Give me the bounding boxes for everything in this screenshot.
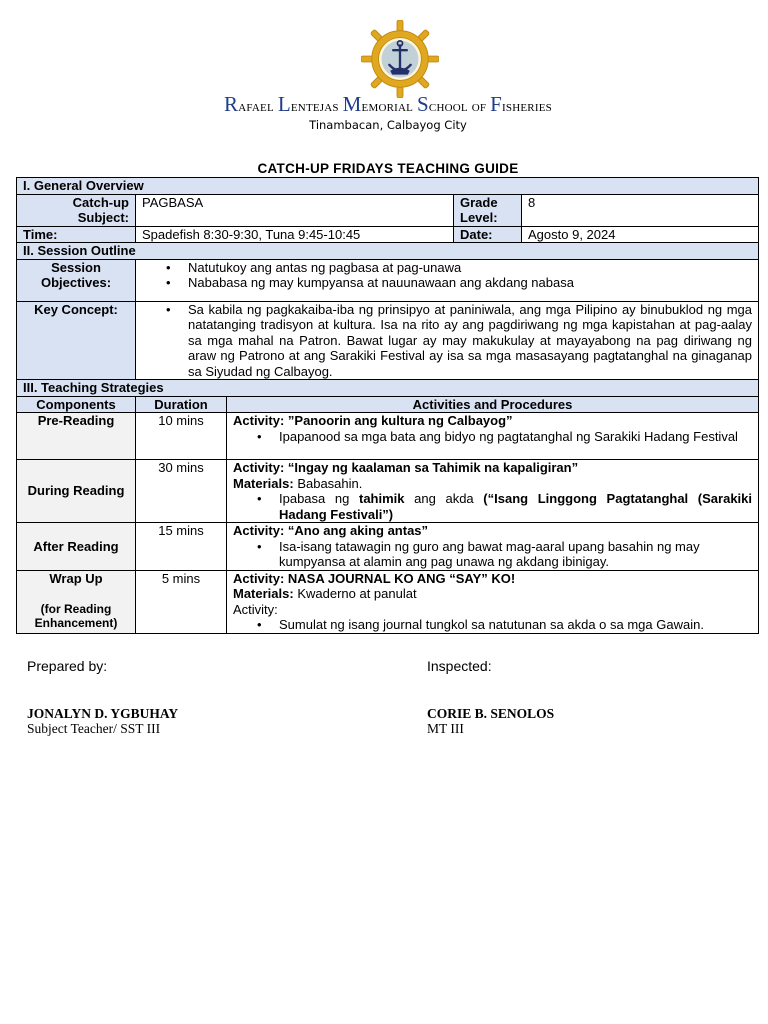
- header-components: Components: [17, 396, 136, 413]
- activity-list: [233, 617, 752, 633]
- activity-after-reading: [227, 523, 759, 571]
- duration-after-reading: 15 mins: [136, 523, 227, 571]
- prepared-by-label: Prepared by:: [27, 658, 108, 674]
- section-general-overview: I. General Overview: [17, 178, 759, 195]
- table-row: [17, 460, 759, 523]
- activity-title: “Ano ang aking antas”: [284, 523, 429, 538]
- header-activities: Activities and Procedures: [227, 396, 759, 413]
- activity-label: Activity:: [233, 460, 285, 475]
- subject-label: Catch-up Subject:: [17, 194, 136, 226]
- component-pre-reading: Pre-Reading: [17, 413, 136, 460]
- activity-heading: [233, 413, 752, 429]
- bullet-text: Ipabasa ng: [279, 491, 359, 506]
- prepared-by-title: Subject Teacher/ SST III: [27, 721, 161, 736]
- duration-wrap-up: 5 mins: [136, 570, 227, 633]
- table-row: [17, 413, 759, 460]
- component-wrap-up: [17, 570, 136, 633]
- activity-label: Activity:: [233, 570, 285, 586]
- section-session-outline: II. Session Outline: [17, 243, 759, 260]
- activity-title: ”Panoorin ang kultura ng Calbayog”: [284, 413, 513, 428]
- key-concept-list: [142, 302, 752, 380]
- school-name-initial: L: [277, 92, 291, 116]
- section-teaching-strategies: III. Teaching Strategies: [17, 380, 759, 397]
- materials-value: Babasahin.: [293, 475, 363, 491]
- school-name-part: emorial: [361, 99, 418, 115]
- date-label: Date:: [454, 226, 522, 243]
- document-title: CATCH-UP FRIDAYS TEACHING GUIDE: [257, 161, 519, 176]
- subject-value: PAGBASA: [136, 194, 454, 226]
- activity-item: • Isa-isang tatawagin ng guro ang bawat mag-aaral upang basahin ng may kumpyansa at alamin ang pag unawa ng akdang ibinigay.: [279, 539, 752, 570]
- date-value: Agosto 9, 2024: [522, 226, 759, 243]
- activity-item: [279, 491, 752, 522]
- grade-label: Grade Level:: [454, 194, 522, 226]
- materials-label: Materials:: [233, 586, 294, 601]
- component-during-reading: During Reading: [17, 460, 136, 523]
- activity-heading: [233, 460, 752, 476]
- inspected-by-title: MT III: [427, 721, 464, 736]
- objective-item: • Natutukoy ang antas ng pagbasa at pag-unawa: [188, 260, 752, 276]
- activity-plain-label: Activity:: [233, 601, 278, 617]
- activity-title: NASA JOURNAL KO ANG “SAY” KO!: [284, 570, 516, 586]
- key-concept-label: Key Concept:: [17, 301, 136, 380]
- activity-list: [233, 429, 752, 445]
- activity-during-reading: [227, 460, 759, 523]
- duration-pre-reading: 10 mins: [136, 413, 227, 460]
- school-name-initial: M: [342, 92, 362, 116]
- activity-heading: [233, 571, 752, 587]
- activity-wrap-up: [227, 570, 759, 633]
- bullet-emphasis: tahimik: [359, 491, 405, 506]
- inspected-by-name: CORIE B. SENOLOS: [427, 706, 555, 721]
- school-name-part: isheries: [502, 99, 552, 115]
- activity-label: Activity:: [233, 523, 285, 538]
- key-concept-cell: [136, 301, 759, 380]
- objectives-cell: [136, 259, 759, 301]
- teaching-guide-table: [16, 177, 759, 634]
- bullet-text: ang akda: [404, 491, 484, 506]
- bullet-emphasis: (“Isang Linggong Pagtatanghal (Sarakiki Hadang Festivali”): [279, 491, 753, 522]
- table-row: [17, 523, 759, 571]
- activity-heading: [233, 523, 752, 539]
- objectives-list: [142, 260, 752, 291]
- activity-item: • Ipapanood sa mga bata ang bidyo ng pagtatanghal ng Sarakiki Hadang Festival: [279, 429, 752, 445]
- activity-item: • Sumulat ng isang journal tungkol sa natutunan sa akda o sa mga Gawain.: [279, 617, 752, 633]
- component-wrap-up-sub: (for Reading Enhancement): [34, 602, 118, 630]
- school-name-initial: R: [224, 92, 239, 116]
- time-label: Time:: [17, 226, 136, 243]
- prepared-by-name: JONALYN D. YGBUHAY: [27, 706, 179, 721]
- materials-line: [233, 476, 752, 492]
- grade-value: 8: [522, 194, 759, 226]
- component-after-reading: After Reading: [17, 523, 136, 571]
- school-name-part: afael: [238, 99, 278, 115]
- objectives-label: Session Objectives:: [17, 259, 136, 301]
- activity-pre-reading: [227, 413, 759, 460]
- header-duration: Duration: [136, 396, 227, 413]
- activity-label: Activity:: [233, 413, 285, 428]
- inspected-label: Inspected:: [427, 658, 492, 674]
- time-value: Spadefish 8:30-9:30, Tuna 9:45-10:45: [136, 226, 454, 243]
- materials-value: Kwaderno at panulat: [293, 586, 417, 601]
- key-concept-text: • Sa kabila ng pagkakaiba-iba ng prinsipyo at paniniwala, ang mga Pilipino ay binubuklod ng mga natatanging tradisyon at kultura. Isa na rito ay ang pagdiriwang ng mga kapistahan at pag-aalay sa mga mahal na Patron. Bawat lugar ay may makukulay at mayayabong na pag diriwang ng araw ng Patrono at ang Sarakiki Festival ay isa sa mga masasayang pagtatanghal na ginaganap sa Siyudad ng Calbayog.: [188, 302, 752, 380]
- school-name-part: chool of: [428, 99, 491, 115]
- school-name-part: entejas: [290, 99, 343, 115]
- materials-label: Materials:: [233, 475, 294, 491]
- component-wrap-up-label: Wrap Up: [49, 570, 103, 586]
- activity-title: “Ingay ng kaalaman sa Tahimik na kapaligiran”: [284, 460, 579, 475]
- school-logo-icon: [361, 20, 439, 98]
- activity-list: [233, 491, 752, 522]
- activity-list: [233, 539, 752, 570]
- objective-item: • Nababasa ng may kumpyansa at nauunawaan ang akdang nabasa: [188, 275, 752, 291]
- school-name: [0, 92, 768, 117]
- duration-during-reading: 30 mins: [136, 460, 227, 523]
- school-name-initial: S: [417, 92, 429, 116]
- table-row: [17, 570, 759, 633]
- materials-line: [233, 586, 752, 602]
- school-address: Tinambacan, Calbayog City: [309, 118, 467, 132]
- school-name-initial: F: [490, 92, 503, 116]
